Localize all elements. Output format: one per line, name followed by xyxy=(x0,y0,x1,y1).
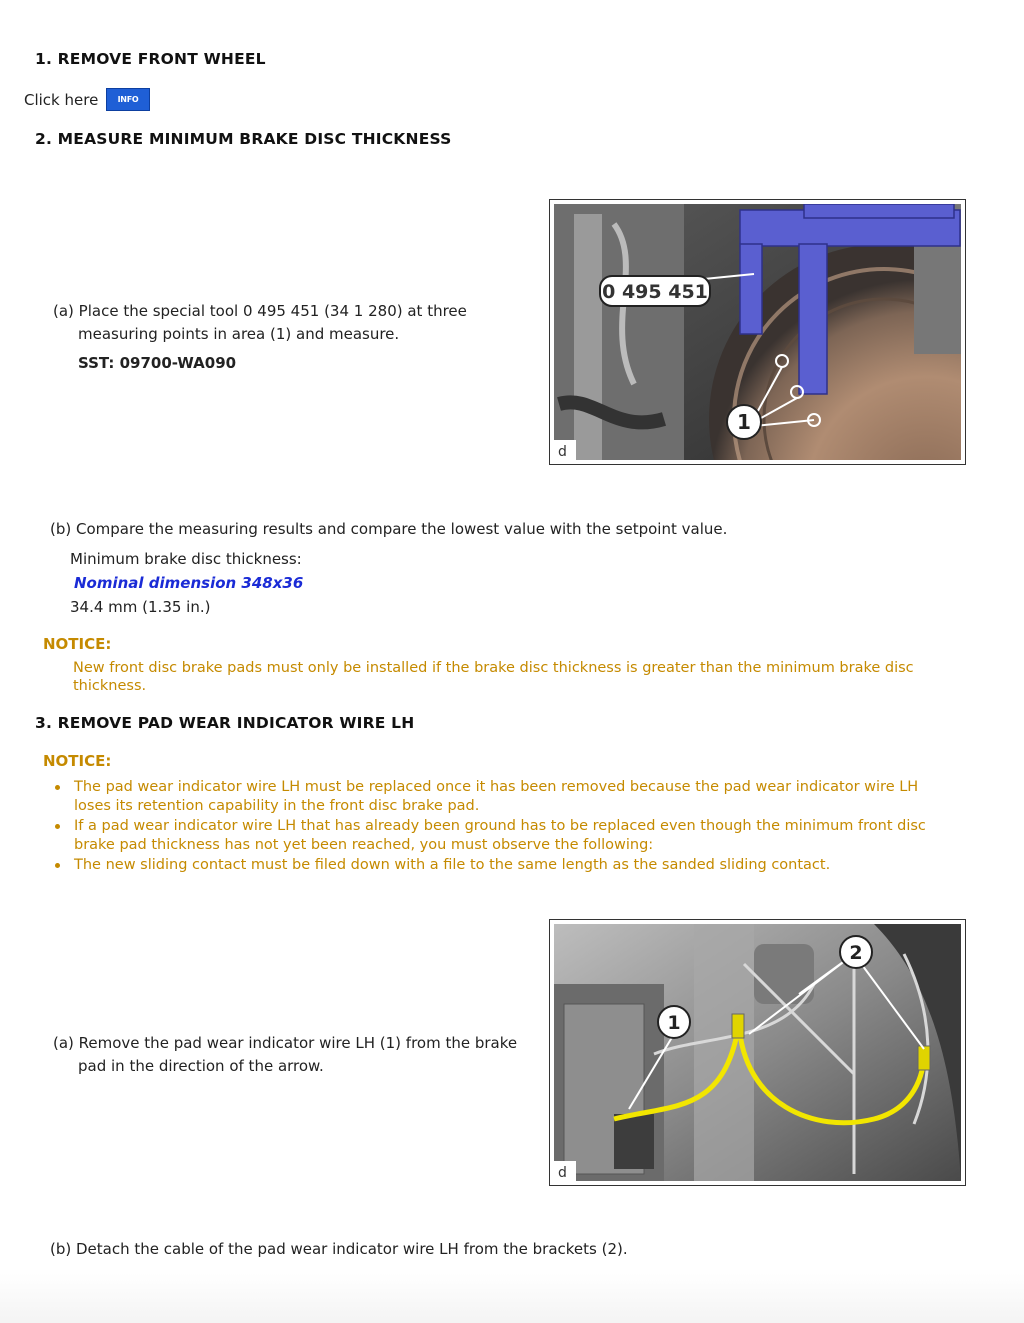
list-item: If a pad wear indicator wire LH that has already been ground has to be replaced even though the minimum front disc brake pad thickness has not yet been reached, you must observe the following: xyxy=(43,817,983,854)
notice-title-2: NOTICE: xyxy=(43,752,112,770)
pad-wear-wire-illustration xyxy=(554,924,961,1181)
bullet-icon xyxy=(55,824,60,829)
min-thickness-value: 34.4 mm (1.35 in.) xyxy=(70,598,211,616)
step-2-title: 2. MEASURE MINIMUM BRAKE DISC THICKNESS xyxy=(35,130,452,148)
brake-disc-illustration xyxy=(554,204,961,460)
step-1-title: 1. REMOVE FRONT WHEEL xyxy=(35,50,266,68)
step-2b-text: (b) Compare the measuring results and compare the lowest value with the setpoint value. xyxy=(50,520,728,538)
step-3a-line2: pad in the direction of the arrow. xyxy=(78,1057,324,1075)
info-button[interactable]: INFO xyxy=(106,88,150,111)
sst-number: SST: 09700-WA090 xyxy=(78,354,237,372)
bullet-icon xyxy=(55,785,60,790)
tool-number-label: 0 495 451 xyxy=(602,281,708,303)
brake-disc-measure-figure xyxy=(549,199,966,465)
step-3a-line1: (a) Remove the pad wear indicator wire LH (1) from the brake xyxy=(53,1034,518,1052)
notice-1-line1: New front disc brake pads must only be installed if the brake disc thickness is greater than the minimum brake disc xyxy=(73,660,914,676)
pad-wear-wire-figure xyxy=(549,919,966,1186)
figure-corner-label: d xyxy=(558,1165,567,1181)
list-item: The pad wear indicator wire LH must be replaced once it has been removed because the pad wear indicator wire LH loses its retention capability in the front disc brake pad. xyxy=(43,778,983,815)
step-2a-line1: (a) Place the special tool 0 495 451 (34 1 280) at three xyxy=(53,302,467,320)
notice-2-list xyxy=(43,778,983,875)
notice-title-1: NOTICE: xyxy=(43,635,112,653)
step-3b-text: (b) Detach the cable of the pad wear indicator wire LH from the brackets (2). xyxy=(50,1240,628,1258)
page-bottom-edge xyxy=(0,1273,1024,1323)
callout-2-label: 2 xyxy=(849,942,863,964)
step-3-title: 3. REMOVE PAD WEAR INDICATOR WIRE LH xyxy=(35,714,415,732)
nominal-dimension: Nominal dimension 348x36 xyxy=(74,574,304,592)
notice-1-line2: thickness. xyxy=(73,678,147,694)
click-here-label: Click here xyxy=(24,91,99,109)
callout-1-label: 1 xyxy=(667,1012,681,1034)
bullet-icon xyxy=(55,863,60,868)
step-2a-line2: measuring points in area (1) and measure. xyxy=(78,325,400,343)
list-item: The new sliding contact must be filed down with a file to the same length as the sanded sliding contact. xyxy=(43,856,983,875)
callout-1-label: 1 xyxy=(737,410,751,434)
min-thickness-label: Minimum brake disc thickness: xyxy=(70,550,302,568)
figure-corner-label: d xyxy=(558,444,567,460)
